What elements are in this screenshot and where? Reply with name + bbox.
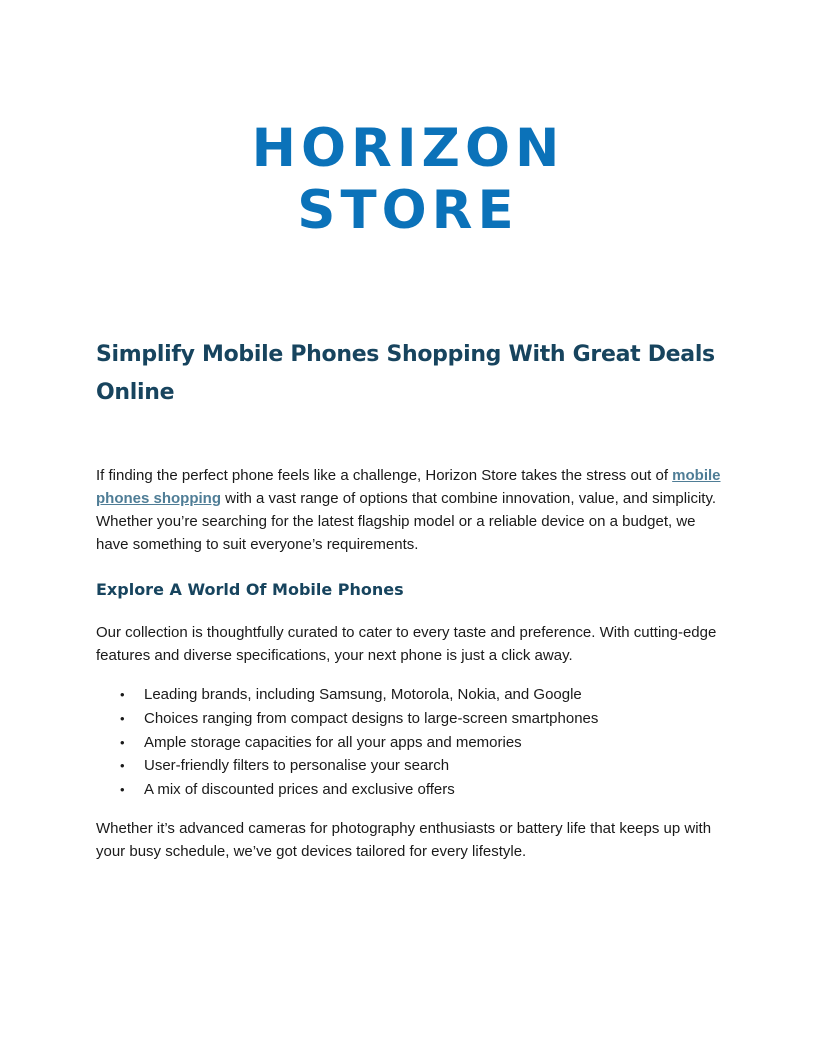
bullet-icon: •	[120, 734, 125, 750]
list-item	[96, 683, 724, 707]
collection-paragraph: Our collection is thoughtfully curated to cater to every taste and preference. With cutting-edge features and diverse specifications, your next phone is just a click away.	[96, 624, 717, 664]
list-item	[96, 754, 724, 778]
bullet-icon: •	[120, 758, 125, 774]
list-item-text: Leading brands, including Samsung, Motorola, Nokia, and Google	[144, 686, 582, 703]
mobile-phones-shopping-link[interactable]: mobile phones shopping	[96, 467, 721, 507]
bullet-icon: •	[120, 710, 125, 726]
bullet-icon: •	[120, 782, 125, 798]
list-item	[96, 707, 724, 731]
store-logo	[0, 118, 816, 242]
page-title: Simplify Mobile Phones Shopping With Great Deals Online	[96, 342, 715, 405]
list-item	[96, 731, 724, 755]
closing-paragraph: Whether it’s advanced cameras for photography enthusiasts or battery life that keeps up with your busy schedule, we’ve got devices tailored for every lifestyle.	[96, 819, 712, 860]
intro-text-before: If finding the perfect phone feels like a challenge, Horizon Store takes the stress out of	[96, 467, 673, 484]
list-item-text: Ample storage capacities for all your apps and memories	[144, 733, 522, 751]
article-body	[96, 336, 724, 863]
intro-paragraph	[96, 464, 724, 556]
list-item-text: A mix of discounted prices and exclusive offers	[144, 781, 455, 799]
features-list	[96, 683, 724, 802]
list-item-text: User-friendly filters to personalise your search	[144, 757, 450, 775]
list-item	[96, 778, 724, 802]
section-heading: Explore A World Of Mobile Phones	[96, 580, 404, 599]
list-item-text: Choices ranging from compact designs to large-screen smartphones	[144, 709, 599, 727]
logo-line-store: STORE	[297, 180, 519, 241]
logo-line-horizon: HORIZON	[251, 118, 565, 179]
bullet-icon: •	[120, 687, 125, 702]
intro-text-after: with a vast range of options that combine innovation, value, and simplicity. Whether you’re searching for the latest flagship model or a reliable device on a budget, we have something to suit everyone’s requirements.	[96, 490, 716, 553]
